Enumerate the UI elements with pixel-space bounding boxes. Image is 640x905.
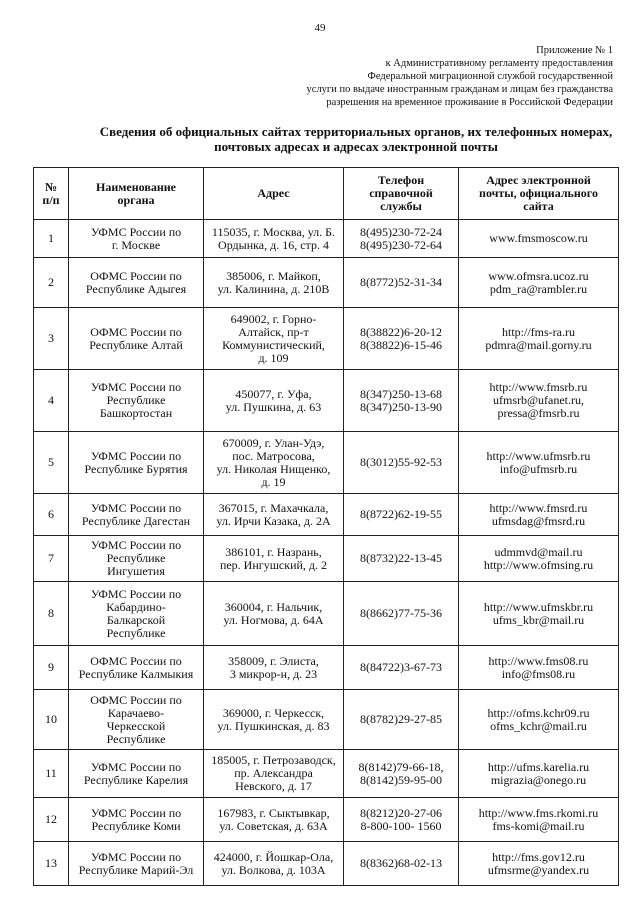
cell-web: http://www.fms.rkomi.ru fms-komi@mail.ru [459,798,619,842]
cell-web: http://ofms.kchr09.ru ofms_kchr@mail.ru [459,690,619,750]
cell-address: 385006, г. Майкоп, ул. Калинина, д. 210В [204,258,344,308]
cell-num: 2 [34,258,69,308]
cell-phone: 8(8782)29-27-85 [344,690,459,750]
cell-web: http://ufms.karelia.ru migrazia@onego.ru [459,750,619,798]
table-row [34,258,619,308]
document-title [86,124,626,154]
cell-num: 8 [34,582,69,646]
appendix-header [193,44,613,109]
table-row [34,646,619,690]
cell-phone: 8(347)250-13-68 8(347)250-13-90 [344,370,459,432]
cell-num: 4 [34,370,69,432]
appendix-line: к Административному регламенту предоставления [385,58,613,69]
cell-name: УФМС России по Республике Карелия [69,750,204,798]
cell-num: 11 [34,750,69,798]
cell-web: http://www.ufmskbr.ru ufms_kbr@mail.ru [459,582,619,646]
appendix-line: Федеральной миграционной службой государственной [367,71,613,82]
cell-phone: 8(8722)62-19-55 [344,494,459,536]
cell-web: http://fms.gov12.ru ufmsrme@yandex.ru [459,842,619,886]
cell-name: ОФМС России по Карачаево- Черкесской Республике [69,690,204,750]
cell-address: 167983, г. Сыктывкар, ул. Советская, д. 63А [204,798,344,842]
cell-web: www.fmsmoscow.ru [459,220,619,258]
cell-name: ОФМС России по Республике Адыгея [69,258,204,308]
cell-web: http://www.fmsrd.ru ufmsdag@fmsrd.ru [459,494,619,536]
cell-phone: 8(8212)20-27-06 8-800-100- 1560 [344,798,459,842]
cell-phone: 8(8662)77-75-36 [344,582,459,646]
cell-num: 10 [34,690,69,750]
title-line: Сведения об официальных сайтах территориальных органов, их телефонных номерах, [99,124,613,139]
cell-web: www.ofmsra.ucoz.ru pdm_ra@rambler.ru [459,258,619,308]
cell-address: 115035, г. Москва, ул. Б. Ордынка, д. 16, стр. 4 [204,220,344,258]
cell-num: 7 [34,536,69,582]
cell-phone: 8(8142)79-66-18, 8(8142)59-95-00 [344,750,459,798]
cell-web: udmmvd@mail.ru http://www.ofmsing.ru [459,536,619,582]
cell-num: 3 [34,308,69,370]
cell-num: 9 [34,646,69,690]
cell-address: 670009, г. Улан-Удэ, пос. Матросова, ул. Николая Нищенко, д. 19 [204,432,344,494]
cell-address: 185005, г. Петрозаводск, пр. Александра Невского, д. 17 [204,750,344,798]
table-row [34,690,619,750]
cell-name: УФМС России по Республике Башкортостан [69,370,204,432]
table-row [34,582,619,646]
cell-address: 358009, г. Элиста, 3 микрор-н, д. 23 [204,646,344,690]
appendix-line: разрешения на временное проживание в Российской Федерации [326,97,613,108]
cell-name: УФМС России по Республике Бурятия [69,432,204,494]
cell-name: УФМС России по Республике Ингушетия [69,536,204,582]
table-row [34,842,619,886]
cell-name: УФМС России по Республике Марий-Эл [69,842,204,886]
cell-address: 360004, г. Нальчик, ул. Ногмова, д. 64А [204,582,344,646]
table-row [34,536,619,582]
appendix-line: Приложение № 1 [536,45,613,56]
cell-phone: 8(8732)22-13-45 [344,536,459,582]
cell-num: 13 [34,842,69,886]
cell-name: УФМС России по Республике Коми [69,798,204,842]
cell-phone: 8(3012)55-92-53 [344,432,459,494]
cell-address: 450077, г. Уфа, ул. Пушкина, д. 63 [204,370,344,432]
table-row [34,494,619,536]
table-row [34,750,619,798]
cell-phone: 8(84722)3-67-73 [344,646,459,690]
cell-name: УФМС России по Кабардино- Балкарской Республике [69,582,204,646]
cell-address: 424000, г. Йошкар-Ола, ул. Волкова, д. 103А [204,842,344,886]
cell-name: ОФМС России по Республике Алтай [69,308,204,370]
cell-address: 367015, г. Махачкала, ул. Ирчи Казака, д. 2А [204,494,344,536]
cell-num: 6 [34,494,69,536]
cell-web: http://www.fmsrb.ru ufmsrb@ufanet.ru, pressa@fmsrb.ru [459,370,619,432]
cell-name: УФМС России по Республике Дагестан [69,494,204,536]
cell-phone: 8(38822)6-20-12 8(38822)6-15-46 [344,308,459,370]
table-row [34,432,619,494]
cell-web: http://www.fms08.ru info@fms08.ru [459,646,619,690]
cell-name: УФМС России по г. Москве [69,220,204,258]
cell-web: http://www.ufmsrb.ru info@ufmsrb.ru [459,432,619,494]
table-row [34,370,619,432]
header-phone: Телефон справочной службы [344,168,459,220]
table-header-row [34,168,619,220]
cell-address: 369000, г. Черкесск, ул. Пушкинская, д. 83 [204,690,344,750]
header-address: Адрес [204,168,344,220]
cell-phone: 8(8772)52-31-34 [344,258,459,308]
header-web: Адрес электронной почты, официального сайта [459,168,619,220]
cell-name: ОФМС России по Республике Калмыкия [69,646,204,690]
appendix-line: услуги по выдаче иностранным гражданам и лицам без гражданства [306,84,613,95]
cell-num: 1 [34,220,69,258]
header-name: Наименование органа [69,168,204,220]
table-row [34,308,619,370]
cell-address: 649002, г. Горно- Алтайск, пр-т Коммунистический, д. 109 [204,308,344,370]
cell-address: 386101, г. Назрань, пер. Ингушский, д. 2 [204,536,344,582]
cell-web: http://fms-ra.ru pdmra@mail.gorny.ru [459,308,619,370]
title-line: почтовых адресах и адресах электронной почты [214,139,498,154]
cell-num: 12 [34,798,69,842]
cell-phone: 8(8362)68-02-13 [344,842,459,886]
cell-phone: 8(495)230-72-24 8(495)230-72-64 [344,220,459,258]
table-row [34,220,619,258]
header-num: № п/п [34,168,69,220]
offices-table [33,167,619,886]
table-row [34,798,619,842]
cell-num: 5 [34,432,69,494]
page-number: 49 [314,22,326,34]
